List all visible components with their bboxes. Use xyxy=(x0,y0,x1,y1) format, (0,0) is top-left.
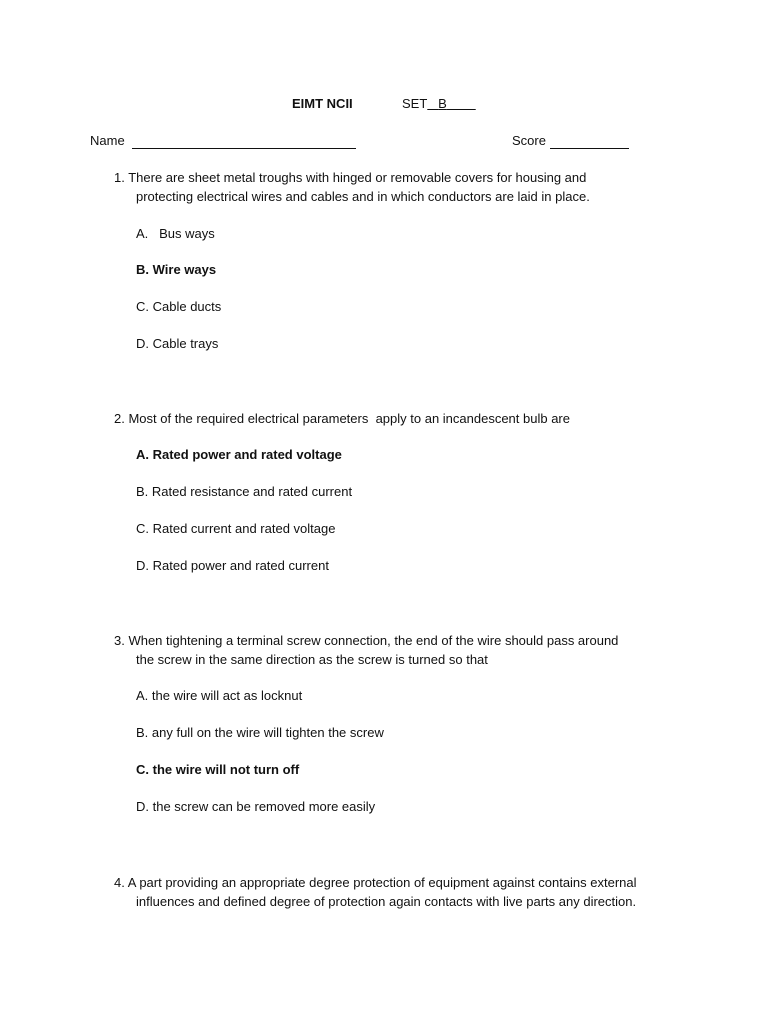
set-field xyxy=(402,96,476,111)
question-text: There are sheet metal troughs with hinged or removable covers for housing and xyxy=(128,170,587,185)
option-d: D. Cable trays xyxy=(136,336,219,351)
option-d: D. the screw can be removed more easily xyxy=(136,799,376,814)
name-field xyxy=(90,133,125,148)
question-number: 1. xyxy=(114,170,125,185)
score-label: Score xyxy=(512,133,546,148)
name-blank xyxy=(132,148,356,149)
option-c-answer: C. the wire will not turn off xyxy=(136,762,300,777)
score-blank xyxy=(550,148,629,149)
option-b-answer: B. Wire ways xyxy=(136,262,217,277)
option-c: C. Rated current and rated voltage xyxy=(136,521,336,536)
question-text-cont: influences and defined degree of protection again contacts with live parts any direction. xyxy=(136,894,637,909)
question-text-cont: protecting electrical wires and cables and in which conductors are laid in place. xyxy=(136,189,590,204)
page-title: EIMT NCII xyxy=(292,96,353,111)
score-field xyxy=(512,133,546,148)
question-number: 3. xyxy=(114,633,125,648)
option-a-answer: A. Rated power and rated voltage xyxy=(136,447,342,462)
name-label: Name xyxy=(90,133,125,148)
option-d: D. Rated power and rated current xyxy=(136,558,329,573)
question-text: Most of the required electrical parameters apply to an incandescent bulb are xyxy=(128,411,570,426)
question-text: A part providing an appropriate degree protection of equipment against contains external xyxy=(127,875,637,890)
set-value: B xyxy=(438,96,447,111)
set-label: SET xyxy=(402,96,428,111)
option-b: B. Rated resistance and rated current xyxy=(136,484,353,499)
option-a: A. Bus ways xyxy=(136,226,215,241)
option-a: A. the wire will act as locknut xyxy=(136,688,303,703)
question-number: 4. xyxy=(114,875,125,890)
option-b: B. any full on the wire will tighten the screw xyxy=(136,725,384,740)
question-text-cont: the screw in the same direction as the screw is turned so that xyxy=(136,652,488,667)
question-text: When tightening a terminal screw connection, the end of the wire should pass around xyxy=(124,633,619,648)
option-c: C. Cable ducts xyxy=(136,299,222,314)
question-number: 2. xyxy=(114,411,125,426)
